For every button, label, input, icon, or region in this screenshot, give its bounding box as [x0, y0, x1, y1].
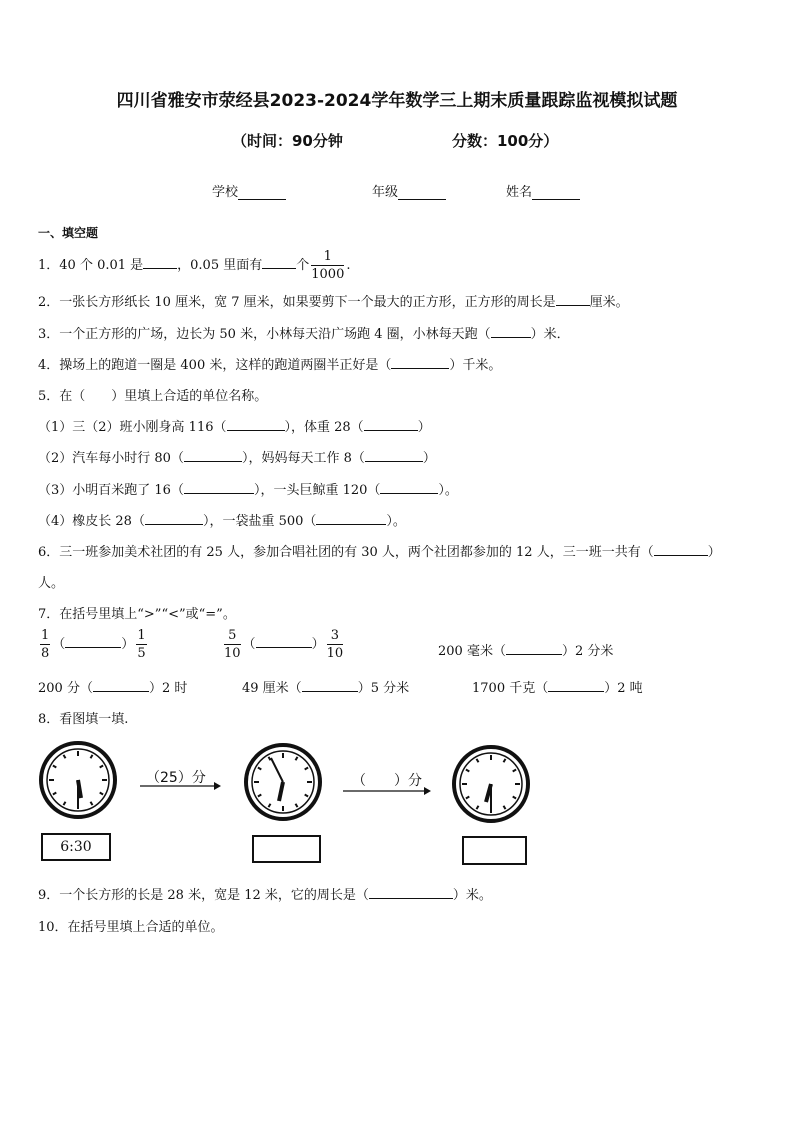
answer-blank[interactable]: [184, 448, 242, 462]
question-2: 2．一张长方形纸长 10 厘米，宽 7 厘米，如果要剪下一个最大的正方形，正方形的周长是 厘米。: [38, 291, 629, 310]
question-5-line-1: （1）三（2）班小刚身高 116（ ），体重 28（ ）: [38, 416, 431, 435]
answer-blank[interactable]: [548, 678, 604, 692]
question-5-intro: 5．在（ ）里填上合适的单位名称。: [38, 389, 268, 404]
answer-blank[interactable]: [391, 355, 449, 369]
answer-blank[interactable]: [364, 417, 418, 431]
compare-6: 1700 千克（ ）2 吨: [472, 677, 643, 696]
question-8-intro: 8．看图填一填.: [38, 712, 129, 727]
grade-blank[interactable]: [398, 187, 446, 200]
exam-score: 分数：100分）: [452, 132, 559, 150]
name-blank[interactable]: [532, 187, 580, 200]
answer-blank[interactable]: [145, 511, 203, 525]
answer-blank[interactable]: [262, 255, 296, 269]
compare-5: 49 厘米（ ）5 分米: [242, 677, 409, 696]
arrow-2-label: （ ）分: [352, 773, 422, 789]
answer-blank[interactable]: [365, 448, 423, 462]
clock-1-icon: [41, 743, 115, 817]
question-7-intro: 7．在括号里填上“>”“<”或“=”。: [38, 607, 236, 622]
school-label: 学校: [212, 185, 239, 200]
answer-blank[interactable]: [556, 292, 590, 306]
question-10: 10．在括号里填上合适的单位。: [38, 920, 224, 935]
question-3: 3．一个正方形的广场，边长为 50 米，小林每天沿广场跑 4 圈，小林每天跑（ ）米．: [38, 323, 570, 342]
question-5-line-3: （3）小明百米跑了 16（ ），一头巨鲸重 120（ ）。: [38, 479, 458, 498]
compare-1: $\frac{1}{8}$ （ ） $\frac{1}{5}$: [41, 628, 146, 661]
grade-label: 年级: [372, 185, 399, 200]
answer-blank[interactable]: [654, 542, 708, 556]
answer-blank[interactable]: [302, 678, 358, 692]
compare-2: $\frac{5}{10}$ （ ） $\frac{3}{10}$: [224, 628, 344, 661]
answer-blank[interactable]: [65, 634, 121, 648]
section-heading: 一、填空题: [38, 226, 99, 240]
clock-diagram: [0, 735, 794, 875]
answer-blank[interactable]: [369, 885, 453, 899]
question-5-line-4: （4）橡皮长 28（ ），一袋盐重 500（ ）。: [38, 510, 406, 529]
school-field: [212, 181, 286, 200]
question-5-line-2: （2）汽车每小时行 80（ ），妈妈每天工作 8（ ）: [38, 447, 436, 466]
answer-blank[interactable]: [506, 641, 562, 655]
answer-blank[interactable]: [380, 480, 438, 494]
answer-blank[interactable]: [93, 678, 149, 692]
question-9: 9．一个长方形的长是 28 米，宽是 12 米，它的周长是（ ）米。: [38, 884, 492, 903]
fraction: $\frac{1}{1000}$: [311, 249, 345, 282]
school-blank[interactable]: [238, 187, 286, 200]
question-1: 1．40 个 0.01 是 ，0.05 里面有 个 $\frac{1}{1000}$ .: [38, 249, 351, 282]
grade-field: [372, 181, 446, 200]
page-title: 四川省雅安市荥经县2023-2024学年数学三上期末质量跟踪监视模拟试题: [116, 91, 678, 111]
answer-blank[interactable]: [227, 417, 285, 431]
answer-blank[interactable]: [256, 634, 312, 648]
question-4: 4．操场上的跑道一圈是 400 米，这样的跑道两圈半正好是（ ）千米。: [38, 354, 501, 373]
answer-blank[interactable]: [316, 511, 386, 525]
arrow-1-label: （25）分: [146, 770, 206, 786]
time-box-2[interactable]: [252, 835, 321, 863]
time-box-3[interactable]: [462, 836, 527, 865]
answer-blank[interactable]: [491, 324, 531, 338]
name-field: [506, 181, 580, 200]
question-6: 6．三一班参加美术社团的有 25 人，参加合唱社团的有 30 人，两个社团都参加的 12 人，三一班一共有（ ）: [38, 541, 721, 560]
compare-4: 200 分（ ）2 时: [38, 677, 187, 696]
clock-3-icon: [454, 747, 528, 821]
answer-blank[interactable]: [143, 255, 177, 269]
answer-blank[interactable]: [184, 480, 254, 494]
clock-2-icon: [246, 745, 320, 819]
exam-time: （时间：90分钟: [232, 132, 343, 150]
question-6-cont: 人。: [38, 576, 65, 591]
time-box-1: 6:30: [41, 833, 111, 861]
compare-3: 200 毫米（ ）2 分米: [438, 640, 613, 659]
name-label: 姓名: [506, 185, 533, 200]
